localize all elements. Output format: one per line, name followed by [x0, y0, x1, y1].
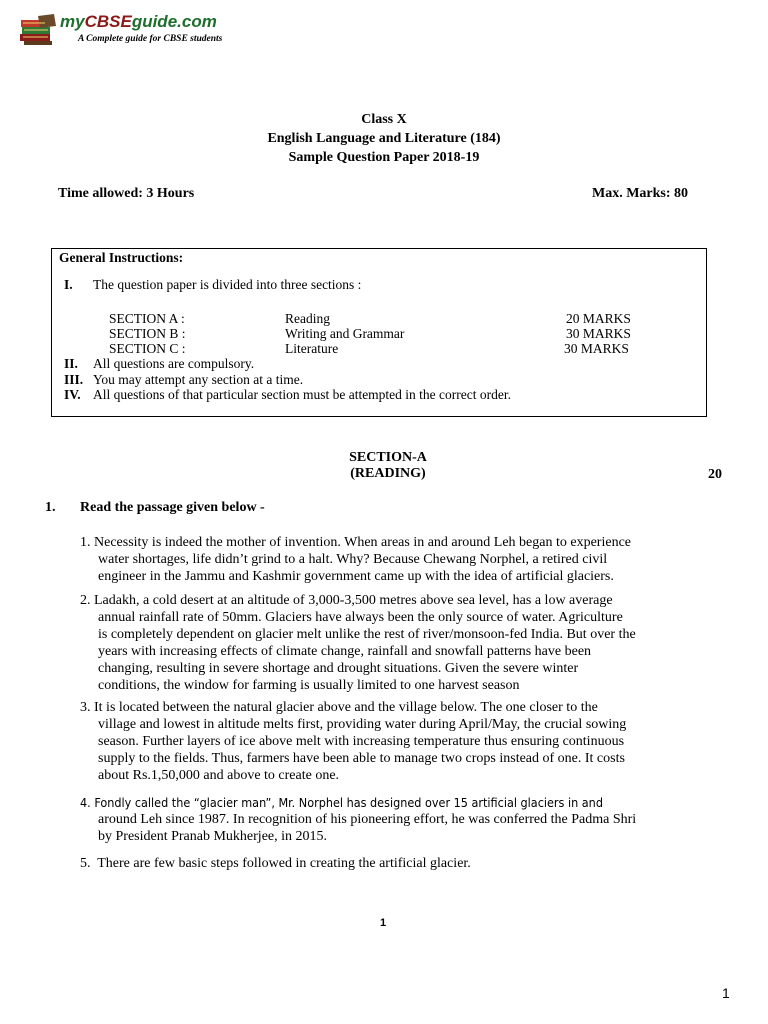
- instruction-number: I.: [64, 277, 73, 292]
- viewer-page-number: 1: [722, 985, 730, 1001]
- paragraph-line: conditions, the window for farming is usually limited to one harvest season: [98, 678, 520, 693]
- instruction-text: The question paper is divided into three sections :: [93, 277, 362, 292]
- paper-title: Sample Question Paper 2018-19: [288, 150, 480, 165]
- paragraph-line: supply to the fields. Thus, farmers have been able to manage two crops instead of one. It costs: [98, 751, 625, 766]
- section-title: SECTION-A: [349, 450, 427, 465]
- paragraph-line: is completely dependent on glacier melt unlike the rest of river/monsoon-fed India. But over the: [98, 627, 636, 642]
- passage-paragraph: [80, 699, 695, 784]
- section-topic: Literature: [285, 341, 339, 356]
- paragraph-line: years with increasing effects of climate change, rainfall and snowfall patterns have been: [98, 644, 592, 659]
- section-name: SECTION B :: [109, 326, 186, 341]
- paragraph-line: village and lowest in altitude melts first, providing water during April/May, the crucial sowing: [98, 717, 627, 732]
- logo-wordmark: myCBSEguide.com: [60, 12, 217, 31]
- section-subtitle: (READING): [350, 466, 426, 481]
- question-prompt: Read the passage given below -: [80, 500, 265, 515]
- paragraph-number: 4.: [80, 795, 91, 810]
- inner-page-number: 1: [380, 917, 387, 929]
- passage-paragraph: [80, 534, 695, 585]
- section-marks: 20 MARKS: [566, 311, 631, 326]
- instruction-text: You may attempt any section at a time.: [93, 372, 304, 387]
- books-icon: [18, 14, 58, 46]
- question-number: 1.: [45, 500, 56, 515]
- paragraph-line: water shortages, life didn’t grind to a halt. Why? Because Chewang Norphel, a retired civil: [98, 552, 608, 567]
- paper-class: Class X: [361, 112, 407, 127]
- logo-tagline: A Complete guide for CBSE students: [78, 34, 223, 44]
- instruction-number: IV.: [64, 387, 81, 402]
- passage-paragraph: [80, 855, 695, 872]
- section-marks-total: 20: [708, 467, 722, 482]
- paragraph-number: 1.: [80, 535, 91, 550]
- section-marks: 30 MARKS: [566, 326, 631, 341]
- section-marks: 30 MARKS: [564, 341, 629, 356]
- instruction-text: All questions of that particular section must be attempted in the correct order.: [93, 387, 511, 402]
- section-name: SECTION C :: [109, 341, 186, 356]
- paragraph-number: 5.: [80, 856, 91, 871]
- paragraph-number: 2.: [80, 593, 91, 608]
- paper-subject: English Language and Literature (184): [267, 131, 501, 146]
- time-allowed: Time allowed: 3 Hours: [58, 186, 195, 201]
- paragraph-line: by President Pranab Mukherjee, in 2015.: [98, 829, 328, 844]
- passage-paragraph: [80, 592, 695, 694]
- section-name: SECTION A :: [109, 311, 185, 326]
- paragraph-line: annual rainfall rate of 50mm. Glaciers have always been the only source of water. Agriculture: [98, 610, 623, 625]
- section-topic: Writing and Grammar: [285, 326, 405, 341]
- paragraph-line: Ladakh, a cold desert at an altitude of 3,000-3,500 metres above sea level, has a low average: [94, 593, 613, 608]
- paragraph-line: season. Further layers of ice above melt with increasing temperature thus ensuring continuous: [98, 734, 625, 749]
- max-marks: Max. Marks: 80: [592, 186, 689, 201]
- section-topic: Reading: [285, 311, 330, 326]
- paragraph-line: Necessity is indeed the mother of invention. When areas in and around Leh began to experience: [94, 535, 631, 550]
- paragraph-line: It is located between the natural glacier above and the village below. The one closer to the: [94, 700, 598, 715]
- instruction-number: II.: [64, 356, 78, 371]
- passage-paragraph: [80, 794, 695, 845]
- instruction-number: III.: [64, 372, 84, 387]
- paragraph-line: engineer in the Jammu and Kashmir government came up with the idea of artificial glaciers.: [98, 569, 614, 584]
- site-logo[interactable]: [18, 12, 238, 48]
- paragraph-number: 3.: [80, 700, 91, 715]
- paragraph-line: Fondly called the “glacier man”, Mr. Norphel has designed over 15 artificial glaciers in and: [94, 795, 603, 810]
- instruction-text: All questions are compulsory.: [93, 356, 255, 371]
- paragraph-line: around Leh since 1987. In recognition of his pioneering effort, he was conferred the Padma Shri: [98, 812, 637, 827]
- paragraph-line: There are few basic steps followed in creating the artificial glacier.: [97, 856, 471, 871]
- paragraph-line: about Rs.1,50,000 and above to create one.: [98, 768, 340, 783]
- paragraph-line: changing, resulting in severe shortage and drought situations. Given the severe winter: [98, 661, 579, 676]
- instructions-heading: General Instructions:: [59, 250, 184, 265]
